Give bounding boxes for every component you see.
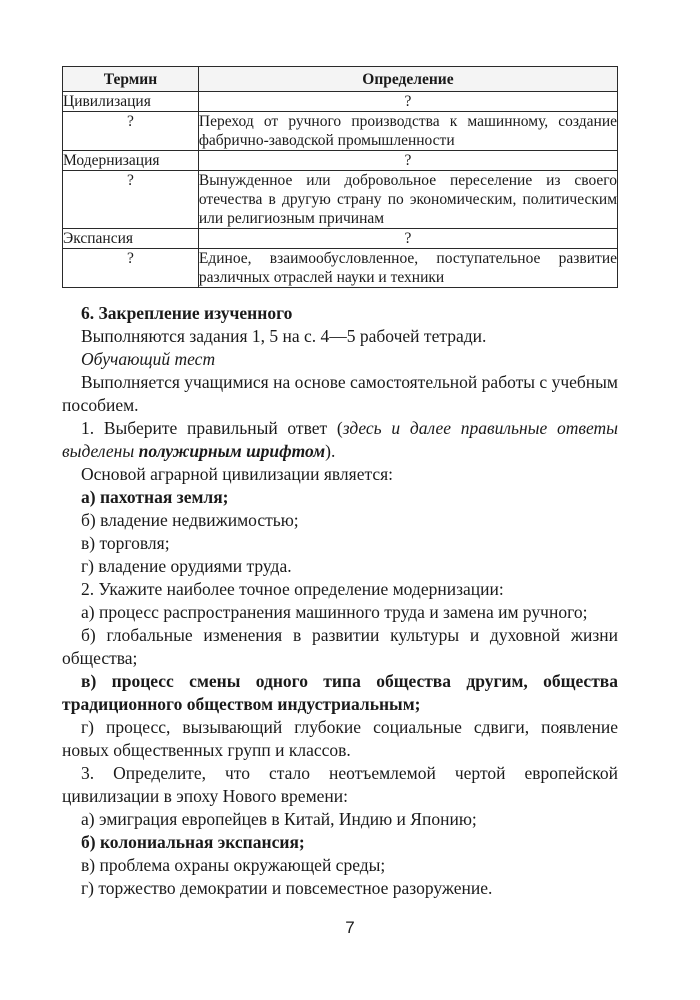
q3-option-c: в) проблема охраны окружающей среды; <box>81 855 386 875</box>
q1-instruction <box>62 417 618 463</box>
definition-cell: Единое, взаимообусловленное, поступательное развитие различных отраслей науки и техники <box>198 250 617 286</box>
q2-stem: 2. Укажите наиболее точное определение модернизации: <box>81 579 504 599</box>
q1-option-d: г) владение орудиями труда. <box>81 556 292 576</box>
term-cell: Модернизация <box>63 151 199 171</box>
q2-option-d: г) процесс, вызывающий глубокие социальные сдвиги, появление новых общественных групп и классов. <box>62 717 618 760</box>
q3-option-a: а) эмиграция европейцев в Китай, Индию и Японию; <box>81 809 477 829</box>
definition-cell: ? <box>198 92 617 112</box>
q1-stem: Основой аграрной цивилизации является: <box>81 464 394 484</box>
section-heading: 6. Закрепление изученного <box>81 303 293 323</box>
definition-cell: ? <box>198 151 617 171</box>
definition-cell: Вынужденное или добровольное переселение из своего отечества в другую страну по экономическим, политическим или религиозным причинам <box>198 172 617 227</box>
q2-option-b: б) глобальные изменения в развитии культуры и духовной жизни общества; <box>62 625 618 668</box>
q3-stem: 3. Определите, что стало неотъемлемой чертой европейской цивилизации в эпоху Нового времени: <box>62 763 618 806</box>
table-header-row <box>63 67 618 92</box>
q1-suffix: ). <box>325 441 336 461</box>
q2-option-c: в) процесс смены одного типа общества другим, общества традиционного обществом индустриальным; <box>62 671 618 714</box>
page-content <box>62 66 618 900</box>
table-row <box>63 171 618 229</box>
q1-note-bold: полужирным шрифтом <box>138 441 326 461</box>
q3-option-b: б) колониальная экспансия; <box>81 832 305 852</box>
test-intro: Выполняется учащимися на основе самостоятельной работы с учебным пособием. <box>62 372 618 415</box>
term-cell: ? <box>63 171 199 229</box>
table-row <box>63 112 618 151</box>
definition-cell: Переход от ручного производства к машинному, создание фабрично-заводской промышленности <box>198 113 617 149</box>
q1-option-a: а) пахотная земля; <box>81 487 229 507</box>
body-text <box>62 302 618 900</box>
definition-cell: ? <box>198 229 617 249</box>
header-definition: Определение <box>198 67 617 92</box>
q2-option-a: а) процесс распространения машинного труда и замена им ручного; <box>81 602 588 622</box>
q3-option-d: г) торжество демократии и повсеместное разоружение. <box>81 878 493 898</box>
test-title: Обучающий тест <box>81 349 216 369</box>
terms-table <box>62 66 618 288</box>
q1-prefix: 1. Выберите правильный ответ ( <box>81 418 343 438</box>
table-row <box>63 229 618 249</box>
q1-note: здесь и далее правильные ответы выделены <box>62 418 619 461</box>
q1-option-b: б) владение недвижимостью; <box>81 510 299 530</box>
task-line: Выполняются задания 1, 5 на с. 4—5 рабочей тетради. <box>81 326 487 346</box>
table-row <box>63 92 618 112</box>
page-number: 7 <box>345 918 355 937</box>
term-cell: Экспансия <box>63 229 199 249</box>
term-cell: ? <box>63 249 199 288</box>
term-cell: Цивилизация <box>63 92 199 112</box>
header-term: Термин <box>63 67 199 92</box>
term-cell: ? <box>63 112 199 151</box>
q1-option-c: в) торговля; <box>81 533 170 553</box>
table-row <box>63 249 618 288</box>
table-row <box>63 151 618 171</box>
